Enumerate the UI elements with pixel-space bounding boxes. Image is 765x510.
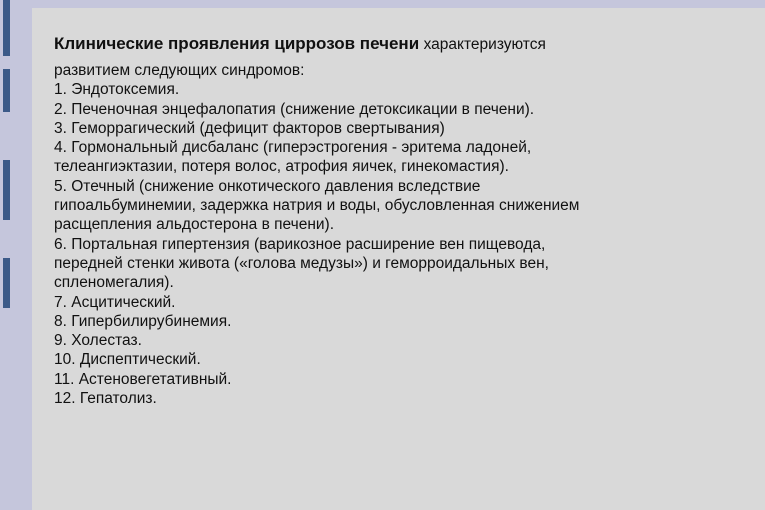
slide-content xyxy=(54,33,744,408)
list-item-continuation: расщепления альдостерона в печени). xyxy=(54,216,335,234)
top-decor-band xyxy=(32,0,765,8)
list-item: 11. Астеновегетативный. xyxy=(54,370,232,388)
list-item: 7. Асцитический. xyxy=(54,293,176,311)
list-item: 2. Печеночная энцефалопатия (снижение детоксикации в печени). xyxy=(54,100,535,118)
decor-tick xyxy=(3,258,10,308)
list-item: 8. Гипербилирубинемия. xyxy=(54,312,232,330)
list-item-continuation: гипоальбуминемии, задержка натрия и воды, обусловленная снижением xyxy=(54,197,580,215)
left-decor-strip xyxy=(0,0,32,510)
decor-tick xyxy=(3,160,10,220)
decor-tick xyxy=(3,69,10,112)
list-item: 3. Геморрагический (дефицит факторов свертывания) xyxy=(54,119,445,137)
list-item: 4. Гормональный дисбаланс (гиперэстрогения - эритема ладоней, xyxy=(54,139,532,157)
title-regular-text: характеризуются xyxy=(423,36,546,53)
list-item: 9. Холестаз. xyxy=(54,332,142,350)
list-item: 6. Портальная гипертензия (варикозное расширение вен пищевода, xyxy=(54,235,546,253)
slide-title xyxy=(54,33,744,56)
list-item: 10. Диспептический. xyxy=(54,351,201,369)
text-line: развитием следующих синдромов: xyxy=(54,62,305,79)
list-item: 12. Гепатолиз. xyxy=(54,390,157,408)
list-item: 5. Отечный (снижение онкотического давления вследствие xyxy=(54,177,481,195)
title-bold-text: Клинические проявления циррозов печени xyxy=(54,34,420,53)
list-item-continuation: телеангиэктазии, потеря волос, атрофия яичек, гинекомастия). xyxy=(54,158,509,176)
list-item-continuation: передней стенки живота («голова медузы») и геморроидальных вен, xyxy=(54,254,549,272)
list-item: 1. Эндотоксемия. xyxy=(54,81,180,99)
decor-tick xyxy=(3,0,10,56)
list-item-continuation: спленомегалия). xyxy=(54,274,174,292)
